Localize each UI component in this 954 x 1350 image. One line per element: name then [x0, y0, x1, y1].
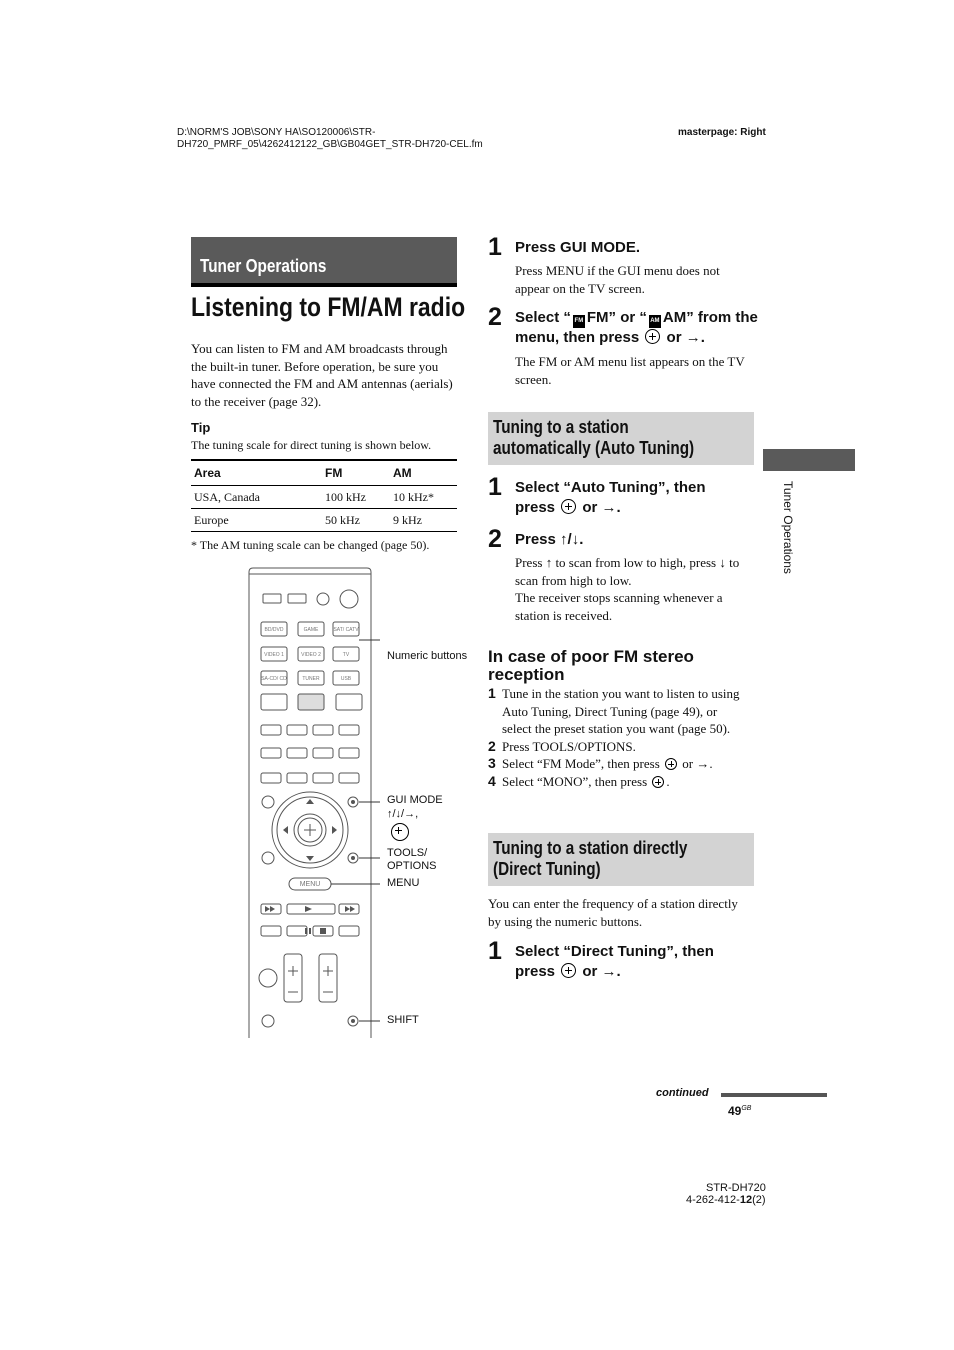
- section-title: Tuner Operations: [200, 256, 327, 276]
- enter-icon: [561, 963, 576, 978]
- am-icon: AM: [649, 315, 661, 328]
- remote-control-illustration: [245, 566, 380, 1038]
- enter-icon: [665, 758, 677, 770]
- enter-icon: [645, 329, 660, 344]
- section-heading: automatically (Auto Tuning): [493, 438, 695, 458]
- label-numeric-buttons: Numeric buttons: [387, 650, 468, 662]
- masterpage-label: masterpage: Right: [678, 127, 766, 138]
- section-heading: Tuning to a station directly: [493, 838, 688, 858]
- remote-button-label: VIDEO 2: [301, 652, 321, 658]
- step-text: The FM or AM menu list appears on the TV screen.: [515, 354, 745, 387]
- table-cell: USA, Canada: [191, 486, 322, 509]
- remote-button-label: SAT/ CATV: [333, 627, 359, 633]
- subsection-heading: In case of poor FM stereo reception: [488, 647, 694, 684]
- section-heading: Tuning to a station: [493, 417, 629, 437]
- step-heading: Select “Direct Tuning”, then press or →.: [515, 943, 714, 980]
- direct-tuning-intro: You can enter the frequency of a station directly by using the numeric buttons.: [488, 896, 738, 929]
- table-header: FM: [322, 460, 390, 486]
- poor-fm-list: [488, 685, 750, 791]
- list-item: 3 Select “FM Mode”, then press or →.: [488, 755, 713, 772]
- step-heading: Press GUI MODE.: [515, 239, 641, 256]
- table-cell: Europe: [191, 509, 322, 532]
- document-code: 4-262-412-12(2): [686, 1194, 766, 1206]
- step-text: Press ↑ to scan from low to high, press ↓ to scan from high to low. The receiver stops scanning whenever a station is received.: [515, 555, 740, 623]
- remote-button-label: SA-CD/ CD: [261, 676, 287, 682]
- intro-text: You can listen to FM and AM broadcasts through the built-in tuner. Before operation, be sure you have connected the FM and AM antennas (aerials) to the receiver (page 32).: [191, 341, 453, 409]
- step-number: 1: [488, 233, 502, 261]
- step-heading: Select “ FM FM” or “ AM AM” from the menu, then press or →.: [515, 309, 758, 346]
- table-cell: 9 kHz: [390, 509, 457, 532]
- table-cell: 100 kHz: [322, 486, 390, 509]
- remote-button-label: GAME: [303, 627, 319, 633]
- tip-heading: Tip: [191, 420, 211, 435]
- tuning-scale-table: [191, 459, 457, 532]
- list-item: 4 Select “MONO”, then press .: [488, 772, 670, 789]
- table-row: [191, 509, 457, 532]
- label-menu: MENU: [387, 877, 420, 889]
- step-text: Press MENU if the GUI menu does not appear on the TV screen.: [515, 263, 720, 296]
- enter-icon: [561, 499, 576, 514]
- page-number: $49^{GB}$: [728, 1104, 752, 1118]
- direct-tuning-heading-box: [488, 833, 754, 886]
- section-header: [191, 237, 457, 287]
- model-number: STR-DH720: [706, 1182, 766, 1194]
- table-footnote: * The AM tuning scale can be changed (page 50).: [191, 538, 430, 552]
- table-cell: 50 kHz: [322, 509, 390, 532]
- step-number: 1: [488, 937, 502, 965]
- continued-bar: [721, 1093, 827, 1097]
- remote-button-label: MENU: [299, 881, 321, 888]
- step-number: 2: [488, 525, 502, 553]
- auto-tuning-heading-box: [488, 412, 754, 465]
- side-tab-bar: [763, 449, 855, 471]
- remote-button-label: TUNER: [302, 676, 320, 682]
- step-heading: Press ↑/↓.: [515, 531, 584, 548]
- continued-label: continued: [656, 1087, 709, 1099]
- tip-text: The tuning scale for direct tuning is shown below.: [191, 438, 432, 452]
- table-row: [191, 486, 457, 509]
- step-heading: Select “Auto Tuning”, then press or →.: [515, 479, 706, 516]
- table-cell: 10 kHz*: [390, 486, 457, 509]
- list-item: 1 Tune in the station you want to listen to using Auto Tuning, Direct Tuning (page 49), or select the preset station you want (page 50).: [488, 685, 740, 737]
- step-number: 2: [488, 303, 502, 331]
- section-heading: (Direct Tuning): [493, 859, 601, 879]
- remote-button-label: USB: [340, 676, 352, 682]
- table-header: Area: [191, 460, 322, 486]
- file-path: D:\NORM'S JOB\SONY HA\SO120006\STR-DH720_PMRF_05\4262412122_GB\GB04GET_STR-DH720-CEL.fm: [177, 127, 483, 150]
- list-item: 2 Press TOOLS/OPTIONS.: [488, 737, 636, 754]
- step-number: 1: [488, 473, 502, 501]
- side-tab-label: Tuner Operations: [781, 481, 795, 574]
- fm-icon: FM: [573, 315, 585, 328]
- remote-button-label: BD/DVD: [264, 627, 284, 633]
- label-arrows: ↑/↓/→,: [387, 808, 419, 820]
- page-title: Listening to FM/AM radio: [191, 292, 466, 322]
- label-tools-options: TOOLS/ OPTIONS: [387, 847, 437, 872]
- remote-button-label: VIDEO 1: [264, 652, 284, 658]
- remote-button-label: TV: [342, 652, 350, 658]
- label-shift: SHIFT: [387, 1014, 419, 1026]
- enter-icon: [389, 823, 411, 844]
- label-gui-mode: GUI MODE: [387, 794, 443, 806]
- table-header: AM: [390, 460, 457, 486]
- enter-icon: [652, 776, 664, 788]
